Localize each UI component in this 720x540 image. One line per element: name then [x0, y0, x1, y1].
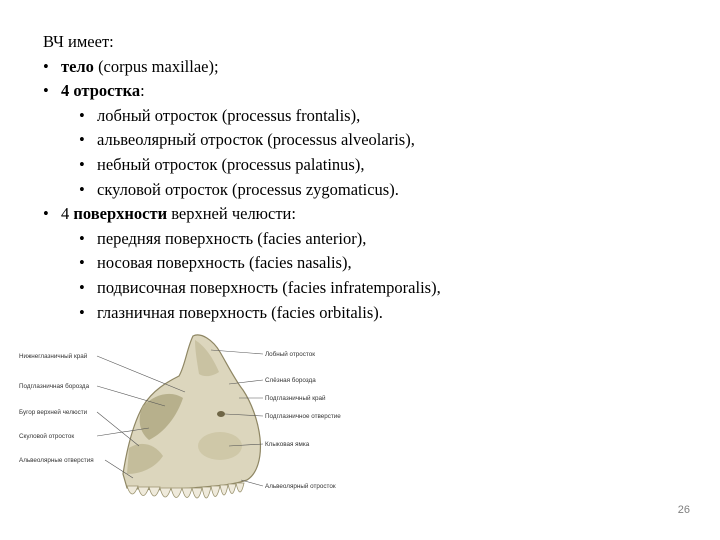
item-text: (corpus maxillae);	[93, 56, 219, 76]
bullet-glyph: •	[79, 154, 85, 174]
bullet-glyph: •	[79, 228, 85, 248]
list-item-processes	[43, 79, 683, 104]
bullet-glyph: •	[79, 105, 85, 125]
maxilla-illustration	[15, 328, 360, 518]
sub-item	[43, 104, 683, 129]
label-left: Скуловой отросток	[19, 433, 75, 440]
bullet-glyph: •	[79, 277, 85, 297]
bullet-glyph: •	[43, 204, 49, 224]
item-text: верхней челюсти:	[167, 204, 296, 224]
sub-item	[43, 301, 683, 326]
item-bold-text: поверхности	[73, 204, 168, 224]
sub-item	[43, 178, 683, 203]
label-right: Подглазничное отверстие	[265, 413, 341, 420]
sub-item	[43, 153, 683, 178]
list-item-surfaces	[43, 202, 683, 227]
list-item-body	[43, 55, 683, 80]
sub-item-text: носовая поверхность (facies nasalis),	[97, 253, 352, 273]
label-right: Слёзная борозда	[265, 377, 316, 384]
bullet-glyph: •	[79, 179, 85, 199]
bullet-glyph: •	[43, 56, 49, 76]
bullet-glyph: •	[79, 130, 85, 150]
label-right: Клыковая ямка	[265, 441, 310, 448]
infraorbital-foramen	[217, 411, 225, 417]
sub-item	[43, 128, 683, 153]
bullet-glyph: •	[79, 253, 85, 273]
sub-item-text: подвисочная поверхность (facies infratemporalis),	[97, 277, 441, 297]
bullet-glyph: •	[79, 302, 85, 322]
label-left: Подглазничная борозда	[19, 383, 90, 390]
label-left: Нижнеглазничный край	[19, 353, 88, 360]
label-left: Альвеолярные отверстия	[19, 457, 94, 464]
list-heading: ВЧ имеет:	[43, 32, 114, 51]
label-left: Бугор верхней челюсти	[19, 409, 88, 416]
page-number: 26	[677, 504, 690, 516]
item-bold-text: тело	[61, 56, 94, 76]
bullet-list	[43, 30, 683, 325]
sub-item-text: лобный отросток (processus frontalis),	[97, 105, 361, 125]
canine-fossa-shade	[198, 432, 242, 460]
sub-item-text: альвеолярный отросток (processus alveolaris),	[97, 130, 415, 150]
sub-item	[43, 276, 683, 301]
sub-item-text: скуловой отросток (processus zygomaticus).	[97, 179, 399, 199]
item-text: :	[140, 81, 145, 101]
sub-item-text: глазничная поверхность (facies orbitalis).	[97, 302, 383, 322]
bullet-glyph: •	[43, 81, 49, 101]
sub-item-text: небный отросток (processus palatinus),	[97, 154, 365, 174]
label-right: Подглазничный край	[265, 395, 326, 402]
item-text: 4	[61, 204, 74, 224]
label-right: Альвеолярный отросток	[265, 483, 336, 490]
label-right: Лобный отросток	[265, 351, 315, 358]
item-bold-text: 4 отростка	[61, 81, 141, 101]
sub-item	[43, 251, 683, 276]
sub-item	[43, 227, 683, 252]
sub-item-text: передняя поверхность (facies anterior),	[97, 228, 367, 248]
